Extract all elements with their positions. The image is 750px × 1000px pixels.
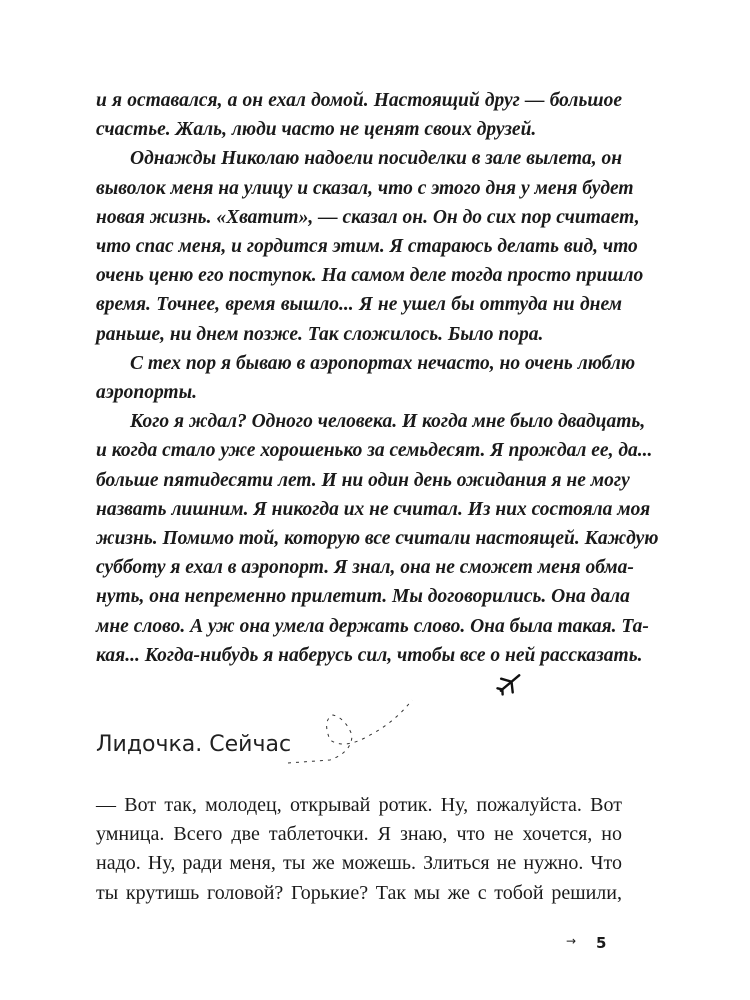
dialogue-line: ты крутишь головой? Горькие? Так мы же с тобой решили, <box>96 881 622 904</box>
text-line: Однажды Николаю надоели посиделки в зале вылета, он <box>130 148 623 170</box>
text-line: нуть, она непременно прилетит. Мы договорились. Она дала <box>96 586 630 608</box>
text-line: жизнь. Помимо той, которую все считали настоящей. Каждую <box>96 528 659 549</box>
text-line: что спас меня, и гордится этим. Я стараюсь делать вид, что <box>96 236 638 257</box>
text-line: мне слово. А уж она умела держать слово. Она была такая. Та- <box>96 615 649 637</box>
text-line: новая жизнь. «Хватит», — сказал он. Он до сих пор считает, <box>96 206 640 228</box>
text-line: С тех пор я бываю в аэропортах нечасто, но очень люблю <box>130 352 636 374</box>
text-line: субботу я ехал в аэропорт. Я знал, она не сможет меня обма- <box>96 557 634 579</box>
dialogue-line: умница. Всего две таблеточки. Я знаю, что не хочется, но <box>96 823 622 846</box>
text-line: и я оставался, а он ехал домой. Настоящий друг — большое <box>96 90 622 111</box>
arrow-icon: → <box>566 934 577 948</box>
chapter-heading: Лидочка. Сейчас <box>96 732 292 757</box>
text-line: кая... Когда-нибудь я наберусь сил, чтобы все о ней рассказать. <box>96 644 643 666</box>
text-line: очень ценю его поступок. На самом деле тогда просто пришло <box>96 265 644 287</box>
text-line: счастье. Жаль, люди часто не ценят своих друзей. <box>96 119 537 141</box>
airplane-icon <box>494 668 525 698</box>
page-number: 5 <box>596 934 607 952</box>
dialogue-line: — Вот так, молодец, открывай ротик. Ну, пожалуйста. Вот <box>96 794 622 816</box>
text-line: Кого я ждал? Одного человека. И когда мне было двадцать, <box>130 411 646 433</box>
text-line: выволок меня на улицу и сказал, что с этого дня у меня будет <box>96 177 634 199</box>
dialogue-line: надо. Ну, ради меня, ты же можешь. Злиться не нужно. Что <box>96 852 622 875</box>
text-line: время. Точнее, время вышло... Я не ушел бы оттуда ни днем <box>96 294 622 316</box>
text-line: больше пятидесяти лет. И ни один день ожидания я не могу <box>96 469 630 491</box>
text-line: раньше, ни днем позже. Так сложилось. Было пора. <box>96 323 544 345</box>
text-line: и когда стало уже хорошенько за семьдесят. Я прождал ее, да... <box>96 440 653 462</box>
text-line: назвать лишним. Я никогда их не считал. Из них состояла моя <box>96 498 651 520</box>
text-line: аэропорты. <box>96 382 198 403</box>
